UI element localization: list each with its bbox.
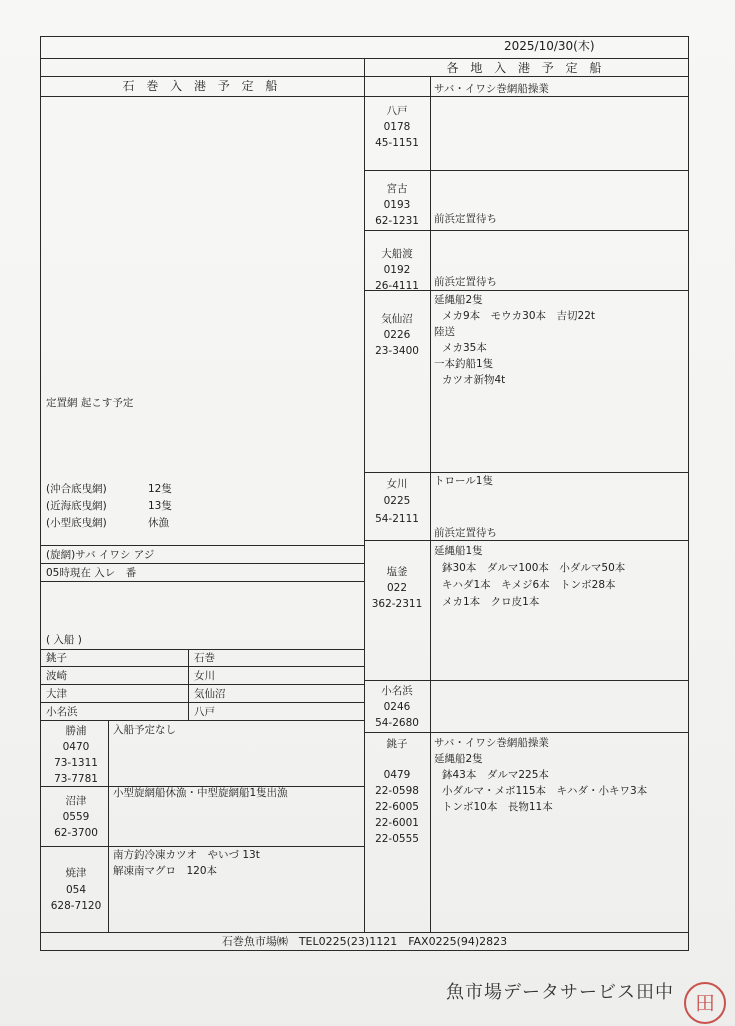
port-column-divider <box>430 76 431 932</box>
port-phone: 22-6001 <box>375 817 419 829</box>
port-note: 延縄船1隻 <box>434 545 483 557</box>
row-line <box>40 581 365 582</box>
port-phone: 73-1311 <box>54 757 98 769</box>
port-note: メカ35本 <box>442 342 487 354</box>
port-name-hachinohe: 八戸 <box>386 105 408 117</box>
port-name-ofunato: 大船渡 <box>381 248 413 260</box>
port-note: 前浜定置待ち <box>434 213 497 225</box>
port-note: 南方釣冷凍カツオ やいづ 13t <box>113 849 260 861</box>
port-note: 前浜定置待ち <box>434 527 497 539</box>
frame-top <box>40 36 689 37</box>
frame-left <box>40 36 41 951</box>
row-line <box>40 545 365 546</box>
nyusen-port: 八戸 <box>194 706 215 718</box>
port-note: トロール1隻 <box>434 475 493 487</box>
trawl-label: (小型底曳網) <box>46 517 107 529</box>
row-line <box>40 846 365 847</box>
port-note: メカ9本 モウカ30本 吉切22t <box>442 310 596 322</box>
port-phone: 22-0555 <box>375 833 419 845</box>
current-status: 05時現在 入レ 番 <box>46 567 137 579</box>
footer-contact: 石巻魚市場㈱ TEL0225(23)1121 FAX0225(94)2823 <box>221 935 508 948</box>
port-phone: 0559 <box>62 811 90 823</box>
port-name-miyako: 宮古 <box>386 183 408 195</box>
port-note: 一本釣船1隻 <box>434 358 494 370</box>
port-phone: 45-1151 <box>375 137 419 149</box>
nyusen-column-divider <box>188 649 189 721</box>
row-line <box>364 732 689 733</box>
trawl-value: 13隻 <box>148 500 172 512</box>
senmo-note: (旋網)サバ イワシ アジ <box>46 549 155 561</box>
port-note: 陸送 <box>434 326 455 338</box>
trawl-value: 12隻 <box>148 483 172 495</box>
port-phone: 0192 <box>383 264 411 276</box>
port-name-choshi: 銚子 <box>386 738 408 750</box>
row-line <box>40 563 365 564</box>
row-line <box>364 680 689 681</box>
port-phone: 0470 <box>62 741 90 753</box>
port-name-yaizu: 焼津 <box>65 867 87 879</box>
port-name-katsuura: 勝浦 <box>65 725 87 737</box>
footer-row-top <box>40 932 689 933</box>
header-ishinomaki: 石 巻 入 港 予 定 船 <box>122 79 282 93</box>
row-line <box>40 684 365 685</box>
port-phone: 62-3700 <box>54 827 98 839</box>
row-line <box>40 702 365 703</box>
port-phone: 0246 <box>383 701 411 713</box>
port-name-shiogama: 塩釜 <box>386 566 408 578</box>
port-phone: 022 <box>386 582 408 594</box>
port-note: キハダ1本 キメジ6本 トンボ28本 <box>442 579 616 591</box>
nyusen-port: 小名浜 <box>46 706 78 718</box>
port-phone: 26-4111 <box>375 280 419 292</box>
teichi-note: 定置網 起こす予定 <box>46 397 134 409</box>
frame-right <box>688 36 689 951</box>
port-phone: 62-1231 <box>375 215 419 227</box>
frame-bottom <box>40 950 689 951</box>
nyusen-port: 大津 <box>46 688 67 700</box>
port-phone: 73-7781 <box>54 773 98 785</box>
port-phone: 0226 <box>383 329 411 341</box>
nyusen-port: 波崎 <box>46 670 67 682</box>
port-phone: 54-2111 <box>375 513 419 525</box>
row-line <box>40 720 365 721</box>
port-phone: 23-3400 <box>375 345 419 357</box>
port-note: トンボ10本 長物11本 <box>442 801 553 813</box>
trawl-label: (近海底曳網) <box>46 500 107 512</box>
port-note: カツオ新物4t <box>442 374 506 386</box>
service-stamp: 魚市場データサービス田中 <box>446 982 674 1003</box>
port-name-onahama: 小名浜 <box>381 685 413 697</box>
port-name-numazu: 沼津 <box>65 795 87 807</box>
port-phone: 54-2680 <box>375 717 419 729</box>
port-note: メカ1本 クロ皮1本 <box>442 596 540 608</box>
nyusen-port: 女川 <box>194 670 215 682</box>
port-phone: 22-6005 <box>375 801 419 813</box>
trawl-label: (沖合底曳網) <box>46 483 107 495</box>
port-note: 鉢43本 ダルマ225本 <box>442 769 549 781</box>
south-port-column-divider <box>108 720 109 932</box>
port-note: 延縄船2隻 <box>434 294 483 306</box>
port-phone: 22-0598 <box>375 785 419 797</box>
port-phone: 0193 <box>383 199 411 211</box>
header-other-ports: 各 地 入 港 予 定 船 <box>446 61 606 75</box>
report-date: 2025/10/30(木) <box>504 39 595 53</box>
port-name-kesennuma: 気仙沼 <box>381 313 413 325</box>
row-line <box>40 649 365 650</box>
port-phone: 0178 <box>383 121 411 133</box>
port-note: 解凍南マグロ 120本 <box>113 865 218 877</box>
port-note: 小型旋網船休漁・中型旋網船1隻出漁 <box>113 787 288 799</box>
nyusen-port: 石巻 <box>194 652 215 664</box>
row-line <box>364 230 689 231</box>
port-note: 前浜定置待ち <box>434 276 497 288</box>
nyusen-port: 銚子 <box>46 652 67 664</box>
port-note: サバ・イワシ巻網船操業 <box>434 83 549 95</box>
nyusen-port: 気仙沼 <box>194 688 226 700</box>
port-phone: 628-7120 <box>50 900 102 912</box>
port-note: 入船予定なし <box>113 724 176 736</box>
nyusen-label: ( 入船 ) <box>46 634 82 646</box>
row-line <box>40 666 365 667</box>
row-line <box>364 472 689 473</box>
row-line <box>364 170 689 171</box>
port-name-onagawa: 女川 <box>386 478 408 490</box>
trawl-value: 休漁 <box>148 517 169 529</box>
seal-icon <box>686 984 724 1022</box>
port-note: サバ・イワシ巻網船操業 <box>434 737 549 749</box>
seal-char: 田 <box>695 991 715 1015</box>
port-note: 鉢30本 ダルマ100本 小ダルマ50本 <box>442 562 626 574</box>
port-phone: 0225 <box>383 495 411 507</box>
port-note: 延縄船2隻 <box>434 753 483 765</box>
port-phone: 054 <box>65 884 87 896</box>
port-note: 小ダルマ・メボ115本 キハダ・小キワ3本 <box>442 785 648 797</box>
seal-stamp <box>684 982 726 1024</box>
port-phone: 0479 <box>383 769 411 781</box>
row-line <box>364 540 689 541</box>
port-phone: 362-2311 <box>371 598 423 610</box>
